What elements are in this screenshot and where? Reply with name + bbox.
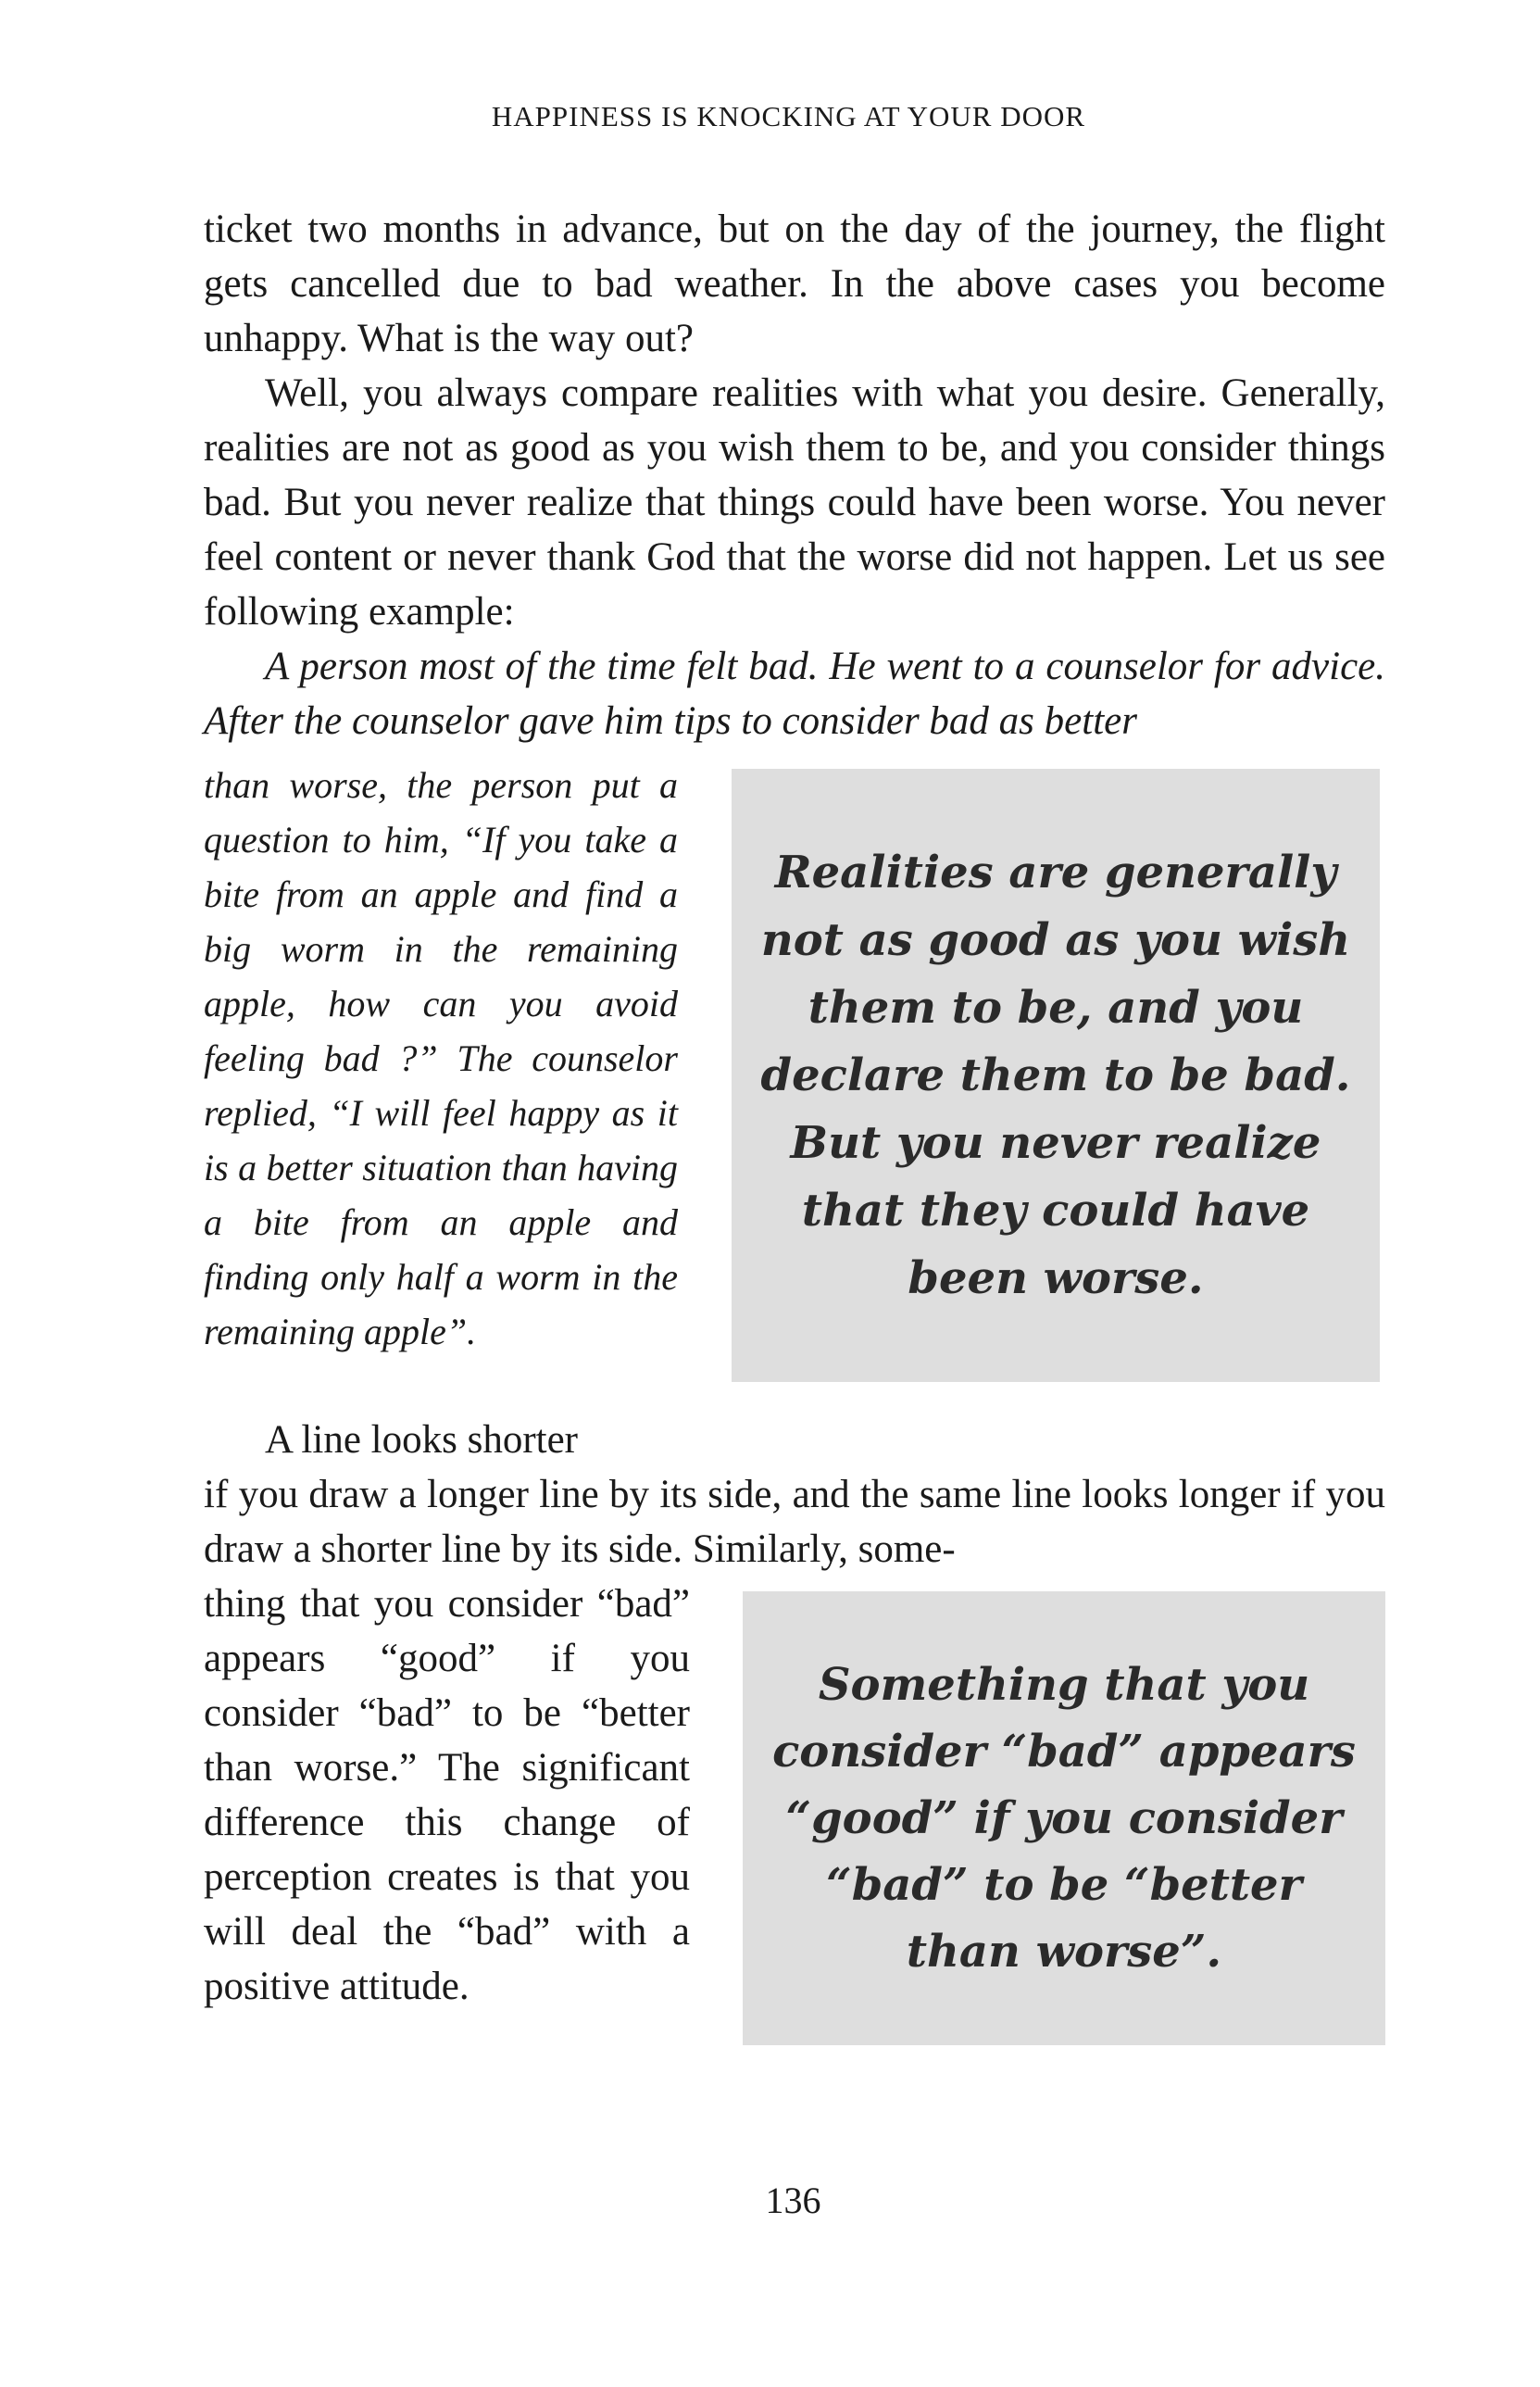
main-text-top — [204, 202, 1385, 748]
pull-quote-2-text: Something that you consider “bad” appears “good” if you consider “bad” to be “better than worse”. — [772, 1659, 1356, 1978]
paragraph-3-wide: if you draw a longer line by its side, and the same line looks longer if you draw a shorter line by its side. Similarly, some- — [204, 1473, 1385, 1571]
paragraph-3-start: A line looks shorter — [265, 1418, 578, 1462]
pull-quote-2 — [743, 1591, 1385, 2045]
pull-quote-1-text: Realities are generally not as good as you wish them to be, and you declare them to be bad. But you never realize that they could have been worse. — [760, 846, 1351, 1304]
page-number: 136 — [765, 2180, 821, 2221]
paragraph-3-wide-block — [204, 1467, 1385, 1577]
paragraph-3-start-block — [204, 1413, 678, 1467]
example-intro: A person most of the time felt bad. He went to a counselor for advice. After the counselor gave him tips to consider bad as better — [204, 645, 1385, 743]
paragraph-2: Well, you always compare realities with what you desire. Generally, realities are not as good as you wish them to be, and you consider things bad. But you never realize that things could have been worse. You never feel content or never thank God that the worse did not happen. Let us see following example: — [204, 371, 1385, 634]
pull-quote-1 — [732, 769, 1380, 1382]
paragraph-1: ticket two months in advance, but on the day of the journey, the flight gets cancelled due to bad weather. In the above cases you become unhappy. What is the way out? — [204, 207, 1385, 360]
paragraph-3-end-block — [204, 1577, 690, 2014]
paragraph-3-end: thing that you consider “bad” appears “good” if you consider “bad” to be “better than worse.” The significant difference this change of perception creates is that you will deal the “bad” with a positive attitude. — [204, 1582, 690, 2008]
running-head: HAPPINESS IS KNOCKING AT YOUR DOOR — [491, 100, 1086, 132]
example-continued: than worse, the person put a question to him, “If you take a bite from an apple and find a big worm in the remaining apple, how can you avoid feeling bad ?” The counselor replied, “I will feel happy as it is a better situation than having a bite from an apple and finding only half a worm in the remaining apple”. — [204, 764, 678, 1352]
example-story — [204, 758, 678, 1359]
